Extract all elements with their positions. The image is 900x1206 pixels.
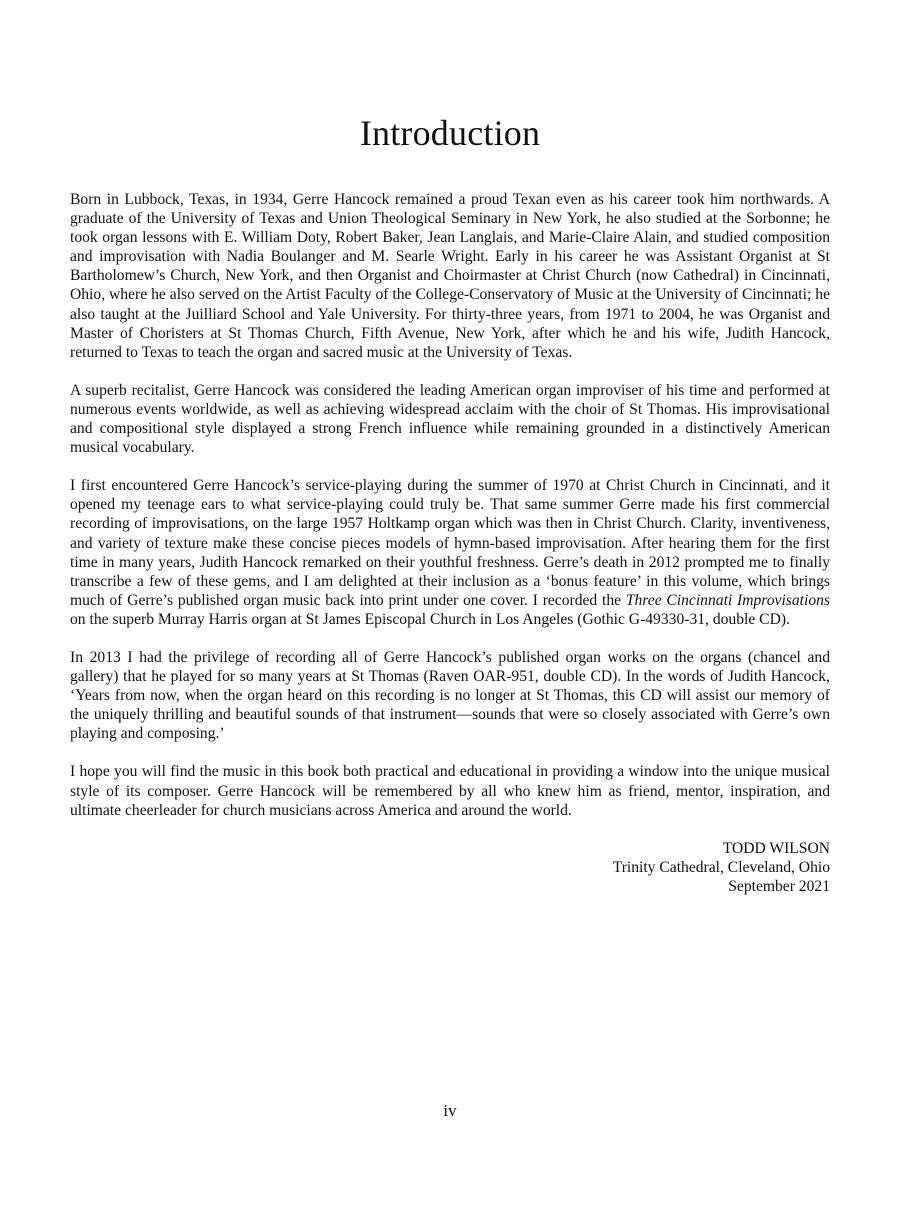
paragraph-text-before-title: I first encountered Gerre Hancock’s service-playing during the summer of 1970 at Christ Church in Cincinnati, and it opened my teenage ears to what service-playing could truly be. That same summer Gerre made his first commercial recording of improvisations, on the large 1957 Holtkamp organ which was then in Christ Church. Clarity, inventiveness, and variety of texture make these concise pieces models of hymn-based improvisation. After hearing them for the first time in many years, Judith Hancock remarked on their youthful freshness. Gerre’s death in 2012 prompted me to finally transcribe a few of these gems, and I am delighted at their inclusion as a ‘bonus feature’ in this volume, which brings much of Gerre’s published organ music back into print under one cover. I recorded the	[70, 477, 830, 609]
signature-block	[70, 839, 830, 897]
page-number: iv	[443, 1101, 457, 1120]
page-title: Introduction	[359, 113, 541, 153]
paragraph-recitalist: A superb recitalist, Gerre Hancock was considered the leading American organ improviser of his time and performed at numerous events worldwide, as well as achieving widespread acclaim with the choir of St Thomas. His improvisational and compositional style displayed a strong French influence while remaining grounded in a distinctively American musical vocabulary.	[70, 381, 830, 457]
signature-location: Trinity Cathedral, Cleveland, Ohio	[612, 859, 830, 877]
body-text	[70, 190, 830, 897]
paragraph-recording-2013: In 2013 I had the privilege of recording all of Gerre Hancock’s published organ works on the organs (chancel and gallery) that he played for so many years at St Thomas (Raven OAR-951, double CD). In the words of Judith Hancock, ‘Years from now, when the organ heard on this recording is no longer at St Thomas, this CD will assist our memory of the uniquely thrilling and beautiful sounds of that instrument—sounds that were so closely associated with Gerre’s own playing and composing.’	[70, 648, 830, 743]
paragraph-closing: I hope you will find the music in this book both practical and educational in providing a window into the unique musical style of its composer. Gerre Hancock will be remembered by all who knew him as friend, mentor, inspiration, and ultimate cheerleader for church musicians across America and around the world.	[70, 763, 830, 819]
signature-date: September 2021	[728, 878, 830, 896]
signature-name: TODD WILSON	[722, 839, 830, 857]
recording-title-italic: Three Cincinnati Improvisations	[625, 591, 830, 609]
paragraph-text-after-title: on the superb Murray Harris organ at St James Episcopal Church in Los Angeles (Gothic G-49330-31, double CD).	[70, 610, 790, 628]
paragraph-first-encounter	[70, 476, 830, 629]
paragraph-biography: Born in Lubbock, Texas, in 1934, Gerre Hancock remained a proud Texan even as his career took him northwards. A graduate of the University of Texas and Union Theological Seminary in New York, he also studied at the Sorbonne; he took organ lessons with E. William Doty, Robert Baker, Jean Langlais, and Marie-Claire Alain, and studied composition and improvisation with Nadia Boulanger and M. Searle Wright. Early in his career he was Assistant Organist at St Bartholomew’s Church, New York, and then Organist and Choirmaster at Christ Church (now Cathedral) in Cincinnati, Ohio, where he also served on the Artist Faculty of the College-Conservatory of Music at the University of Cincinnati; he also taught at the Juilliard School and Yale University. For thirty-three years, from 1971 to 2004, he was Organist and Master of Choristers at St Thomas Church, Fifth Avenue, New York, after which he and his wife, Judith Hancock, returned to Texas to teach the organ and sacred music at the University of Texas.	[70, 191, 830, 361]
